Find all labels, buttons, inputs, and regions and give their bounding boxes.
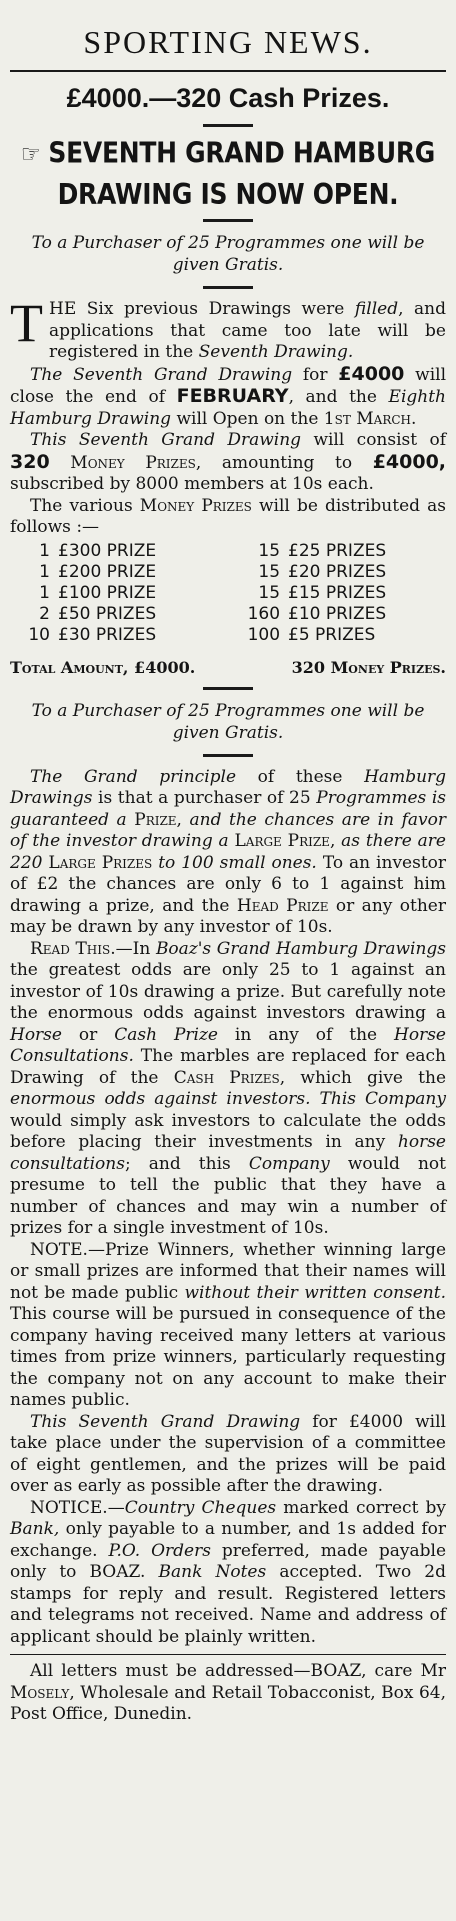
pointing-hand-icon: ☞ [20, 140, 41, 170]
article-column [10, 0, 446, 1726]
prize-quantity: 1 [39, 582, 50, 603]
section-masthead: SPORTING NEWS. [83, 24, 373, 60]
drop-cap: T [10, 293, 43, 353]
prize-quantity: 10 [28, 624, 50, 645]
prize-quantity: 1 [39, 540, 50, 561]
principle-section [10, 767, 446, 1726]
divider [10, 70, 446, 72]
intro-paragraph-4: The various Money Prizes will be distributed as follows :— [10, 495, 446, 537]
prize-row [10, 625, 446, 646]
prize-description: £20 PRIZES [288, 561, 387, 582]
prize-description: £15 PRIZES [288, 582, 387, 603]
total-amount: Total Amount, £4000. [10, 657, 196, 677]
prize-description: £200 PRIZE [58, 561, 157, 582]
total-line [10, 658, 446, 677]
short-divider [203, 687, 253, 690]
supervision-paragraph: This Seventh Grand Drawing for £4000 will take place under the supervision of a committee of eight gentlemen, and the prizes will be paid over as early as possible after the drawing. [10, 1411, 446, 1496]
prize-quantity: 15 [258, 561, 281, 582]
prize-row [10, 562, 446, 583]
intro-section [10, 293, 447, 539]
announcement-heading [10, 134, 446, 215]
read-this-paragraph: Read This.—In Boaz's Grand Hamburg Drawings the greatest odds are only 25 to 1 against an investor of 10s drawing a prize. But carefully note the enormous odds against investors drawing a Horse or Cash Prize in any of the Horse Consultations. The marbles are replaced for each Drawing of the Cash Prizes, which give the enormous odds against investors. This Company would simply ask investors to calculate the odds before placing their investments in any horse consultations; and this Company would not presume to tell the public that they have a number of chances and may win a number of prizes for a single investment of 10s. [10, 938, 447, 1238]
prize-quantity: 15 [258, 582, 281, 603]
intro-paragraph-3: This Seventh Grand Drawing will consist of 320 Money Prizes, amounting to £4000, subscribed by 8000 members at 10s each. [10, 430, 447, 494]
prize-quantity: 1 [39, 561, 50, 582]
purchaser-notice-repeat: To a Purchaser of 25 Programmes one will be given Gratis. [31, 700, 425, 743]
intro-paragraph-1: THE Six previous Drawings were filled, and applications that came too late will be registered in the Seventh Drawing. [10, 293, 446, 362]
short-divider [203, 754, 253, 757]
prize-quantity: 15 [258, 540, 281, 561]
prize-description: £50 PRIZES [58, 603, 157, 624]
principle-paragraph: The Grand principle of these Hamburg Drawings is that a purchaser of 25 Programmes is guaranteed a Prize, and the chances are in favor of the investor drawing a Large Prize, as there are 220 Large Prizes to 100 small ones. To an investor of £2 the chances are only 6 to 1 against him drawing a prize, and the Head Prize or any other may be drawn by any investor of 10s. [10, 766, 447, 937]
short-divider [203, 124, 253, 127]
prizes-heading: £4000.—320 Cash Prizes. [66, 83, 390, 113]
prize-row [10, 541, 446, 562]
intro-paragraph-2: The Seventh Grand Drawing for £4000 will close the end of FEBRUARY, and the Eighth Hamburg Drawing will Open on the 1st March. [10, 362, 447, 429]
prize-row [10, 583, 446, 604]
prize-quantity: 2 [39, 603, 50, 624]
purchaser-notice: To a Purchaser of 25 Programmes one will be given Gratis. [31, 233, 425, 275]
prize-table [10, 541, 446, 646]
prize-description: £5 PRIZES [288, 624, 376, 645]
note-paragraph: NOTE.—Prize Winners, whether winning large or small prizes are informed that their names will not be made public without their written consent. This course will be pursued in consequence of the company having received many letters at various times from prize winners, particularly requesting the company not on any account to make their names public. [10, 1239, 446, 1410]
prize-description: £100 PRIZE [58, 582, 157, 603]
announcement-text: SEVENTH GRAND HAMBURG DRAWING IS NOW OPEN. [48, 136, 436, 211]
notice-paragraph: NOTICE.—Country Cheques marked correct by Bank, only payable to a number, and 1s added for exchange. P.O. Orders preferred, made payable only to BOAZ. Bank Notes accepted. Two 2d stamps for reply and result. Registered letters and telegrams not received. Name and address of applicant should be plainly written. [10, 1497, 447, 1647]
prize-description: £10 PRIZES [288, 603, 387, 624]
prize-quantity: 160 [247, 603, 281, 624]
address-paragraph: All letters must be addressed—BOAZ, care Mr Mosely, Wholesale and Retail Tobacconist, Box 64, Post Office, Dunedin. [10, 1661, 446, 1724]
prize-description: £30 PRIZES [58, 624, 157, 645]
short-divider [203, 219, 253, 222]
total-prizes: 320 Money Prizes. [291, 657, 446, 677]
prize-quantity: 100 [247, 624, 281, 645]
prize-description: £300 PRIZE [58, 540, 157, 561]
prize-description: £25 PRIZES [288, 540, 387, 561]
prize-row [10, 604, 446, 625]
short-divider [203, 286, 253, 289]
thin-divider [10, 1654, 446, 1655]
